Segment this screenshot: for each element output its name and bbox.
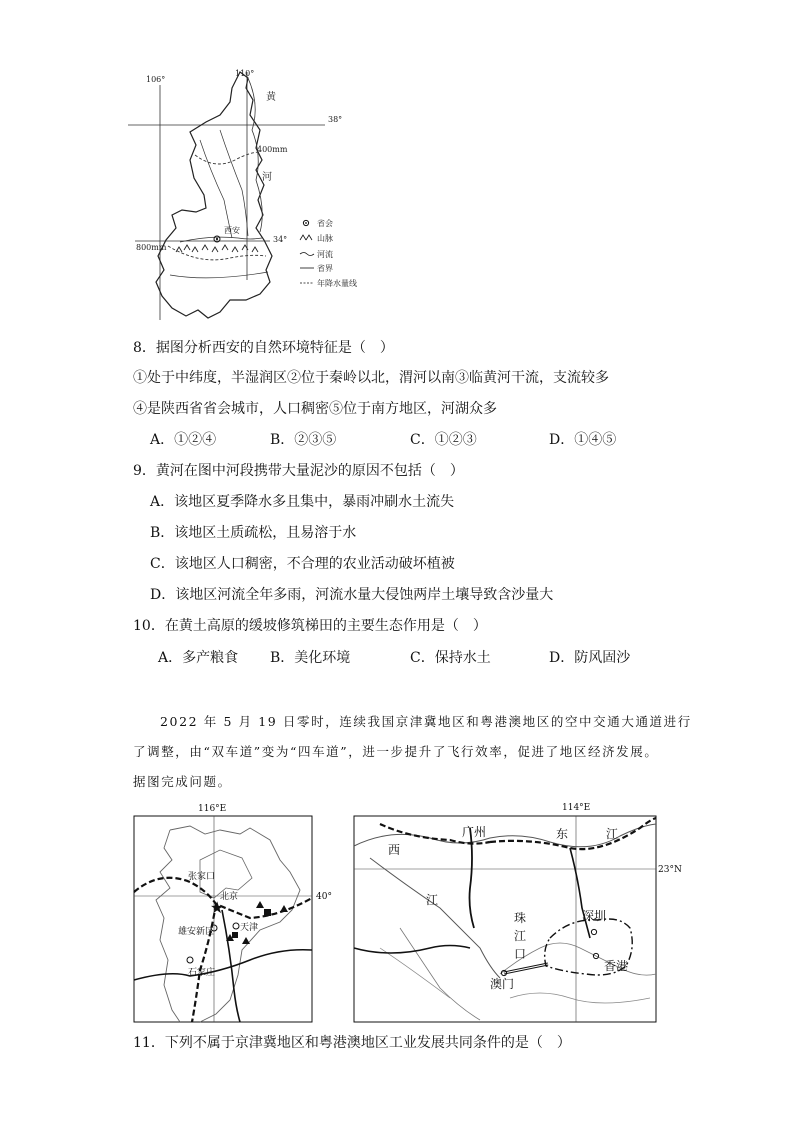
label-hongkong: 香港 xyxy=(604,959,629,973)
city-label-shijiazhuang: 石家庄 xyxy=(188,968,216,978)
question-9-stem: 9．黄河在图中河段携带大量泥沙的原因不包括（ ） xyxy=(133,463,464,479)
city-label-zhangjiakou: 张家口 xyxy=(188,872,216,882)
lon-106-label: 106° xyxy=(146,75,166,84)
label-kou: 口 xyxy=(514,947,527,961)
province-boundary xyxy=(156,826,300,1022)
q10-option-d[interactable]: D．防风固沙 xyxy=(549,650,631,666)
legend-capital-label: 省会 xyxy=(317,219,333,228)
passage-line-1: 2022 年 5 月 19 日零时，连续我国京津冀地区和粤港澳地区的空中交通大通道进行 xyxy=(160,714,692,729)
lat-34-label: 34° xyxy=(273,235,288,244)
tianjin-dot-icon xyxy=(233,923,239,929)
legend-river-label: 河流 xyxy=(317,250,333,259)
railway-line xyxy=(570,848,590,938)
question-11-stem: 11．下列不属于京津冀地区和粤港澳地区工业发展共同条件的是（ ） xyxy=(133,1035,571,1051)
legend-boundary-label: 省界 xyxy=(317,264,333,273)
river-label-he: 河 xyxy=(262,172,272,183)
q8-option-b[interactable]: B．②③⑤ xyxy=(270,432,337,448)
industry-triangle-icon xyxy=(242,937,250,944)
lon-116e-label: 116°E xyxy=(198,804,227,814)
q10-option-a[interactable]: A．多产粮食 xyxy=(158,650,239,666)
mountain-icon xyxy=(300,235,312,240)
river-icon xyxy=(300,253,314,256)
q9-option-c[interactable]: C．该地区人口稠密，不合理的农业活动破坏植被 xyxy=(150,556,455,572)
shaanxi-map xyxy=(120,60,380,330)
railway-line xyxy=(192,904,216,1022)
qinling-mountains-icon xyxy=(176,245,258,252)
river-label-huang: 黄 xyxy=(266,92,276,103)
passage-line-3: 据图完成问题。 xyxy=(133,774,232,789)
industry-square-icon xyxy=(232,932,238,938)
q8-option-d[interactable]: D．①④⑤ xyxy=(549,432,617,448)
label-dong: 东 xyxy=(556,827,569,841)
railway-line xyxy=(134,950,312,980)
question-10-stem: 10．在黄土高原的缓坡修筑梯田的主要生态作用是（ ） xyxy=(133,618,487,634)
q8-option-c[interactable]: C．①②③ xyxy=(410,432,477,448)
beijing-star-icon: ★ xyxy=(210,898,225,917)
city-label-xiongan: 雄安新区 xyxy=(178,927,215,937)
lon-114e-label: 114°E xyxy=(562,803,591,813)
west-river-line xyxy=(370,858,500,978)
isohyet-400-label: 400mm xyxy=(257,145,288,154)
q9-option-a[interactable]: A．该地区夏季降水多且集中，暴雨冲刷水土流失 xyxy=(150,494,455,510)
tributary-line xyxy=(200,140,232,238)
legend-mountain-label: 山脉 xyxy=(317,234,333,243)
han-river-line xyxy=(170,272,268,278)
isohyet-800-label: 800mm xyxy=(136,243,167,252)
label-jiang-east: 江 xyxy=(606,827,619,841)
coastline xyxy=(400,928,480,1020)
label-zhu: 珠 xyxy=(514,911,527,925)
legend-isohyet-label: 年降水量线 xyxy=(317,279,357,288)
question-8-statements-1: ①处于中纬度，半湿润区②位于秦岭以北，渭河以南③临黄河干流，支流较多 xyxy=(133,370,609,386)
industry-square-icon xyxy=(264,909,271,916)
lat-38-label: 38° xyxy=(328,115,343,124)
label-shenzhen: 深圳 xyxy=(582,909,607,923)
map-legend xyxy=(300,218,357,288)
capital-dot-icon xyxy=(303,220,308,225)
lat-40-label: 40° xyxy=(316,892,332,902)
lon-110-label: 110° xyxy=(235,69,255,78)
tributary-line xyxy=(220,130,248,236)
railway-line xyxy=(490,818,656,849)
industry-triangle-icon xyxy=(256,901,264,908)
q10-option-c[interactable]: C．保持水土 xyxy=(410,650,491,666)
label-macau: 澳门 xyxy=(490,977,515,991)
q10-option-b[interactable]: B．美化环境 xyxy=(270,650,351,666)
label-jiang-estuary: 江 xyxy=(514,929,527,943)
isohyet-800-line xyxy=(168,246,266,260)
hzm-bridge-inner xyxy=(504,964,548,973)
shenzhen-dot-icon xyxy=(591,929,596,934)
shijiazhuang-dot-icon xyxy=(187,957,193,963)
q9-option-b[interactable]: B．该地区土质疏松，且易溶于水 xyxy=(150,525,357,541)
industry-triangle-icon xyxy=(280,905,288,912)
label-jiang-west: 江 xyxy=(426,893,439,907)
label-guangzhou: 广州 xyxy=(462,825,487,839)
city-label-tianjin: 天津 xyxy=(240,923,259,933)
q9-option-d[interactable]: D．该地区河流全年多雨，河流水量大侵蚀两岸土壤导致含沙量大 xyxy=(150,587,554,603)
lat-23n-label: 23°N xyxy=(658,865,682,875)
city-label-xian: 西安 xyxy=(224,226,240,235)
city-label-beijing: 北京 xyxy=(220,892,239,902)
pearl-river-delta-map xyxy=(350,798,690,1026)
province-boundary xyxy=(156,72,272,318)
label-xi: 西 xyxy=(388,843,401,857)
q8-option-a[interactable]: A．①②④ xyxy=(150,432,217,448)
question-8-stem: 8．据图分析西安的自然环境特征是（ ） xyxy=(133,340,394,356)
question-8-statements-2: ④是陕西省省会城市，人口稠密⑤位于南方地区，河湖众多 xyxy=(133,401,497,417)
jingjinji-map xyxy=(130,800,345,1025)
passage-line-2: 了调整，由“双车道”变为“四车道”，进一步提升了飞行效率，促进了地区经济发展。 xyxy=(133,744,659,759)
